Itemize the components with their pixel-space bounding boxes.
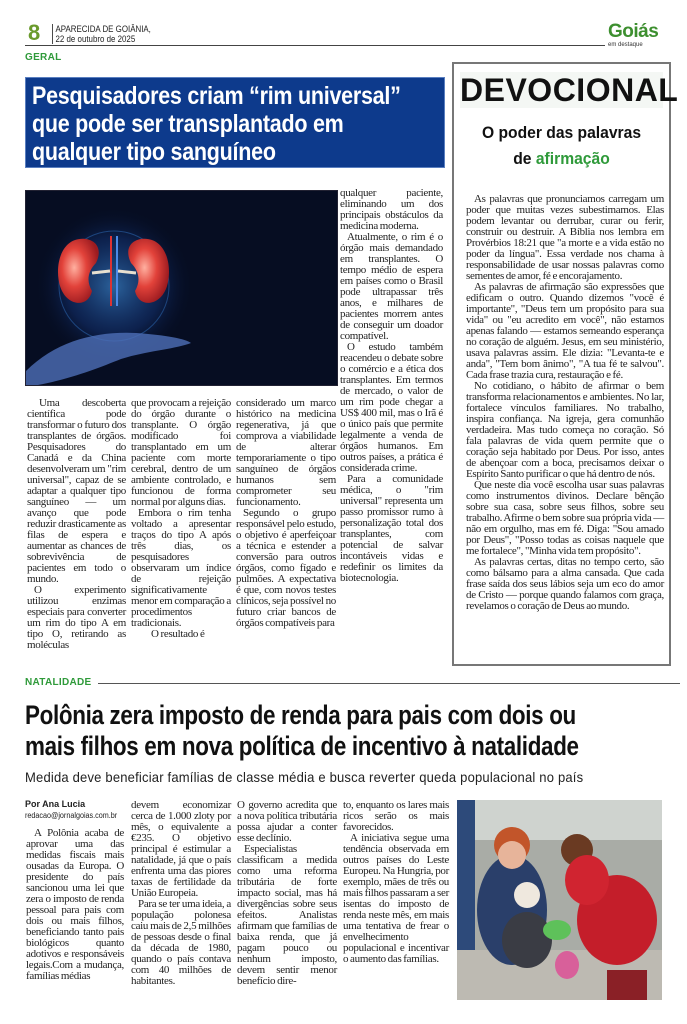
logo-subtitle: em destaque [608,42,643,48]
paragraph: to, enquanto os lares mais ricos serão os mais favorecidos. [343,799,449,833]
title-line-1: O poder das palavras [481,123,642,142]
logo-text: Goiás [608,21,659,42]
section-rule [98,683,680,684]
article2-column-2 [131,800,231,987]
devocional-label: DEVOCIONAL [460,72,679,108]
section-label-natalidade: NATALIDADE [25,677,92,688]
paragraph: O governo acredita que a nova política tributária possa ajudar a conter esse declínio. [237,799,337,844]
section-label-geral: GERAL [25,52,62,63]
paragraph: Uma descoberta científica pode transformar o futuro dos transplantes de órgãos. Pesquisadores do Canadá e da China desenvolveram um "rim universal", capaz de se adaptar a qualquer tipo sanguíneo — um avanço que pode reduzir drasticamente as filas de espera e aumentar as chances de sobrevivência de pacientes em todo o mundo. [27,397,126,585]
paragraph: que provocam a rejeição do órgão durante o transplante. O órgão modificado foi transplantado em um paciente com morte cerebral, dentro de um ambiente controlado, e funcionou de forma normal por alguns dias. [131,397,231,508]
headline-line: mais filhos em nova política de incentivo à natalidade [25,731,579,761]
headline-line: que pode ser transplantado em [32,110,344,138]
paragraph: No cotidiano, o hábito de afirmar o bem transforma relacionamentos e ambientes. No lar, fortalece vínculos familiares. No trabalho, inspira confiança. Na igreja, gera comunhão verdadeira. Mas tudo começa no coração. Só fala palavras de vida quem permite que o coração seja habitado por Deus. Por isso, antes de abençoar com a boca, precisamos deixar o Espírito Santo purificar o que há dentro de nós. [466,380,664,480]
paragraph: Embora o rim tenha voltado a apresentar traços do tipo A após três dias, os pesquisadores observaram um índice de rejeição significativamente menor em comparação a procedimentos tradicionais. [131,507,231,629]
paragraph: Para a comunidade médica, o "rim universal" representa um passo promissor rumo à personalização total dos transplantes, com potencial de salvar incontáveis vidas e redefinir os limites da biotecnologia. [340,473,443,584]
children-painting-photo [457,800,662,1000]
newspaper-logo [608,22,664,50]
article1-column-4 [340,188,443,584]
article1-headline [25,77,445,168]
paragraph: Para se ter uma ideia, a população polonesa caiu mais de 2,5 milhões de pessoas desde o final da década de 1980, quando o país contava com 40 milhões de habitantes. [131,898,231,987]
headline-line: Polônia zera imposto de renda para pais com dois ou [25,700,576,730]
paragraph: O estudo também reacendeu o debate sobre o comércio e a ética dos transplantes. Em termos de mercado, o valor de um rim pode chegar a US$ 400 mil, mas o Irã é o único país que permite legalmente a venda de órgãos humanos. Em outros países, a prática é considerada crime. [340,341,443,474]
devocional-text [466,194,664,612]
article2-subtitle: Medida deve beneficiar famílias de classe média e busca reverter queda populacional no país [25,769,584,785]
paragraph: Especialistas classificam a medida como uma reforma tributária de forte impacto social, mas há divergências sobre seus efeitos. Analistas afirmam que famílias de baixa renda, que já pagam pouco ou nenhum imposto, devem sentir menor benefício dire- [237,843,337,987]
date: 22 de outubro de 2025 [55,34,136,44]
paragraph: O experimento utilizou enzimas especiais para converter um rim do tipo A em tipo O, retirando as moléculas [27,584,126,651]
paragraph: As palavras que pronunciamos carregam um poder que muitas vezes subestimamos. Elas podem levantar ou derrubar, curar ou ferir, construir ou destruir. A Bíblia nos lembra em Provérbios 18:21 que "a morte e a vida estão no poder da língua". Essa verdade nos chama à responsabilidade de usar nossas palavras como sementes de amor, fé e encorajamento. [466,193,664,282]
author-email[interactable]: redacao@jornalgoias.com.br [25,811,118,820]
article2-column-1 [26,828,124,982]
author-byline: Por Ana Lucia [25,799,86,809]
paragraph: Que neste dia você escolha usar suas palavras como instrumentos divinos. Declare bênção sobre sua casa, sobre seus filhos, sobre seu trabalho. Afirme o bem sobre sua própria vida — não em orgulho, mas em fé. Diga: "Sou amado por Deus", "Posso todas as coisas naquele que me fortalece", "Minha vida tem propósito". [466,479,664,557]
article1-column-3 [236,398,336,629]
article2-column-3 [237,800,337,987]
paragraph: A iniciativa segue uma tendência observada em outros países do Leste Europeu. Na Hungria, por exemplo, mães de três ou mais filhos passaram a ser isentas do imposto de renda neste mês, em mais uma tentativa de frear o envelhecimento populacional e incentivar o aumento das famílias. [343,832,449,965]
paragraph: O resultado é [151,628,205,640]
article2-headline [25,700,685,762]
paragraph: devem economizar cerca de 1.000 zloty por mês, o equivalente a €235. O objetivo principal é estimular a natalidade, já que o país enfrenta uma das piores taxas de fertilidade da União Europeia. [131,799,231,899]
devocional-box [452,62,679,666]
title-highlight: afirmação [535,149,610,168]
title-prefix: de [513,149,532,168]
article2-column-4 [343,800,449,965]
paragraph: A Polônia acaba de aprovar uma das medidas fiscais mais ousadas da Europa. O presidente do país sancionou uma lei que zera o imposto de renda pessoal para pais com dois ou mais filhos, beneficiando tanto pais biológicos quanto adotivos e responsáveis legais.Com a mudança, famílias médias [26,827,124,982]
paragraph: As palavras certas, ditas no tempo certo, são como bálsamo para a alma cansada. Que cada frase saída dos seus lábios seja um eco do amor de Cristo — porque quando falamos com graça, revelamos o coração de Deus ao mundo. [466,556,664,612]
children-photo-image [457,800,662,1000]
kidney-hand-image [26,191,338,386]
dateline [52,24,151,44]
paragraph: considerado um marco histórico na medicina regenerativa, já que comprova a viabilidade de alterar temporariamente o tipo sanguíneo de órgãos humanos sem comprometer seu funcionamento. [236,397,336,508]
headline-line: qualquer tipo sanguíneo [32,138,276,166]
paragraph: Segundo o grupo responsável pelo estudo, o objetivo é aperfeiçoar a técnica e estender a conversão para outros órgãos, como fígado e pulmões. A expectativa é que, com novos testes clínicos, seja possível no futuro criar bancos de órgãos compatíveis para [236,507,336,629]
city: APARECIDA DE GOIÂNIA, [55,24,151,34]
paragraph: As palavras de afirmação são expressões que edificam o outro. Quando dizemos "você é importante", "Deus tem um propósito para sua vida" ou "eu acredito em você", não estamos apenas falando — estamos semeando esperança no coração de alguém. Jesus, em seu ministério, usava palavras assim. Ele dizia: "Levanta-te e anda", "Tem bom ânimo", "A tua fé te salvou". Cada frase trazia cura, restauração e fé. [466,281,664,381]
article1-column-2 [131,398,231,640]
kidney-illustration [25,190,338,386]
paragraph: Atualmente, o rim é o órgão mais demandado em transplantes. O tempo médio de espera em países como o Brasil pode ultrapassar três anos, e milhares de pacientes morrem antes de conseguir um doador compatível. [340,231,443,342]
devocional-title [468,120,655,172]
headline-line: Pesquisadores criam “rim universal” [32,82,401,110]
header-rule [25,45,605,46]
title-line-2 [468,146,655,172]
paragraph: qualquer paciente, eliminando um dos principais obstáculos da medicina moderna. [340,187,443,232]
page-number: 8 [28,20,41,45]
article1-column-1 [27,398,126,651]
